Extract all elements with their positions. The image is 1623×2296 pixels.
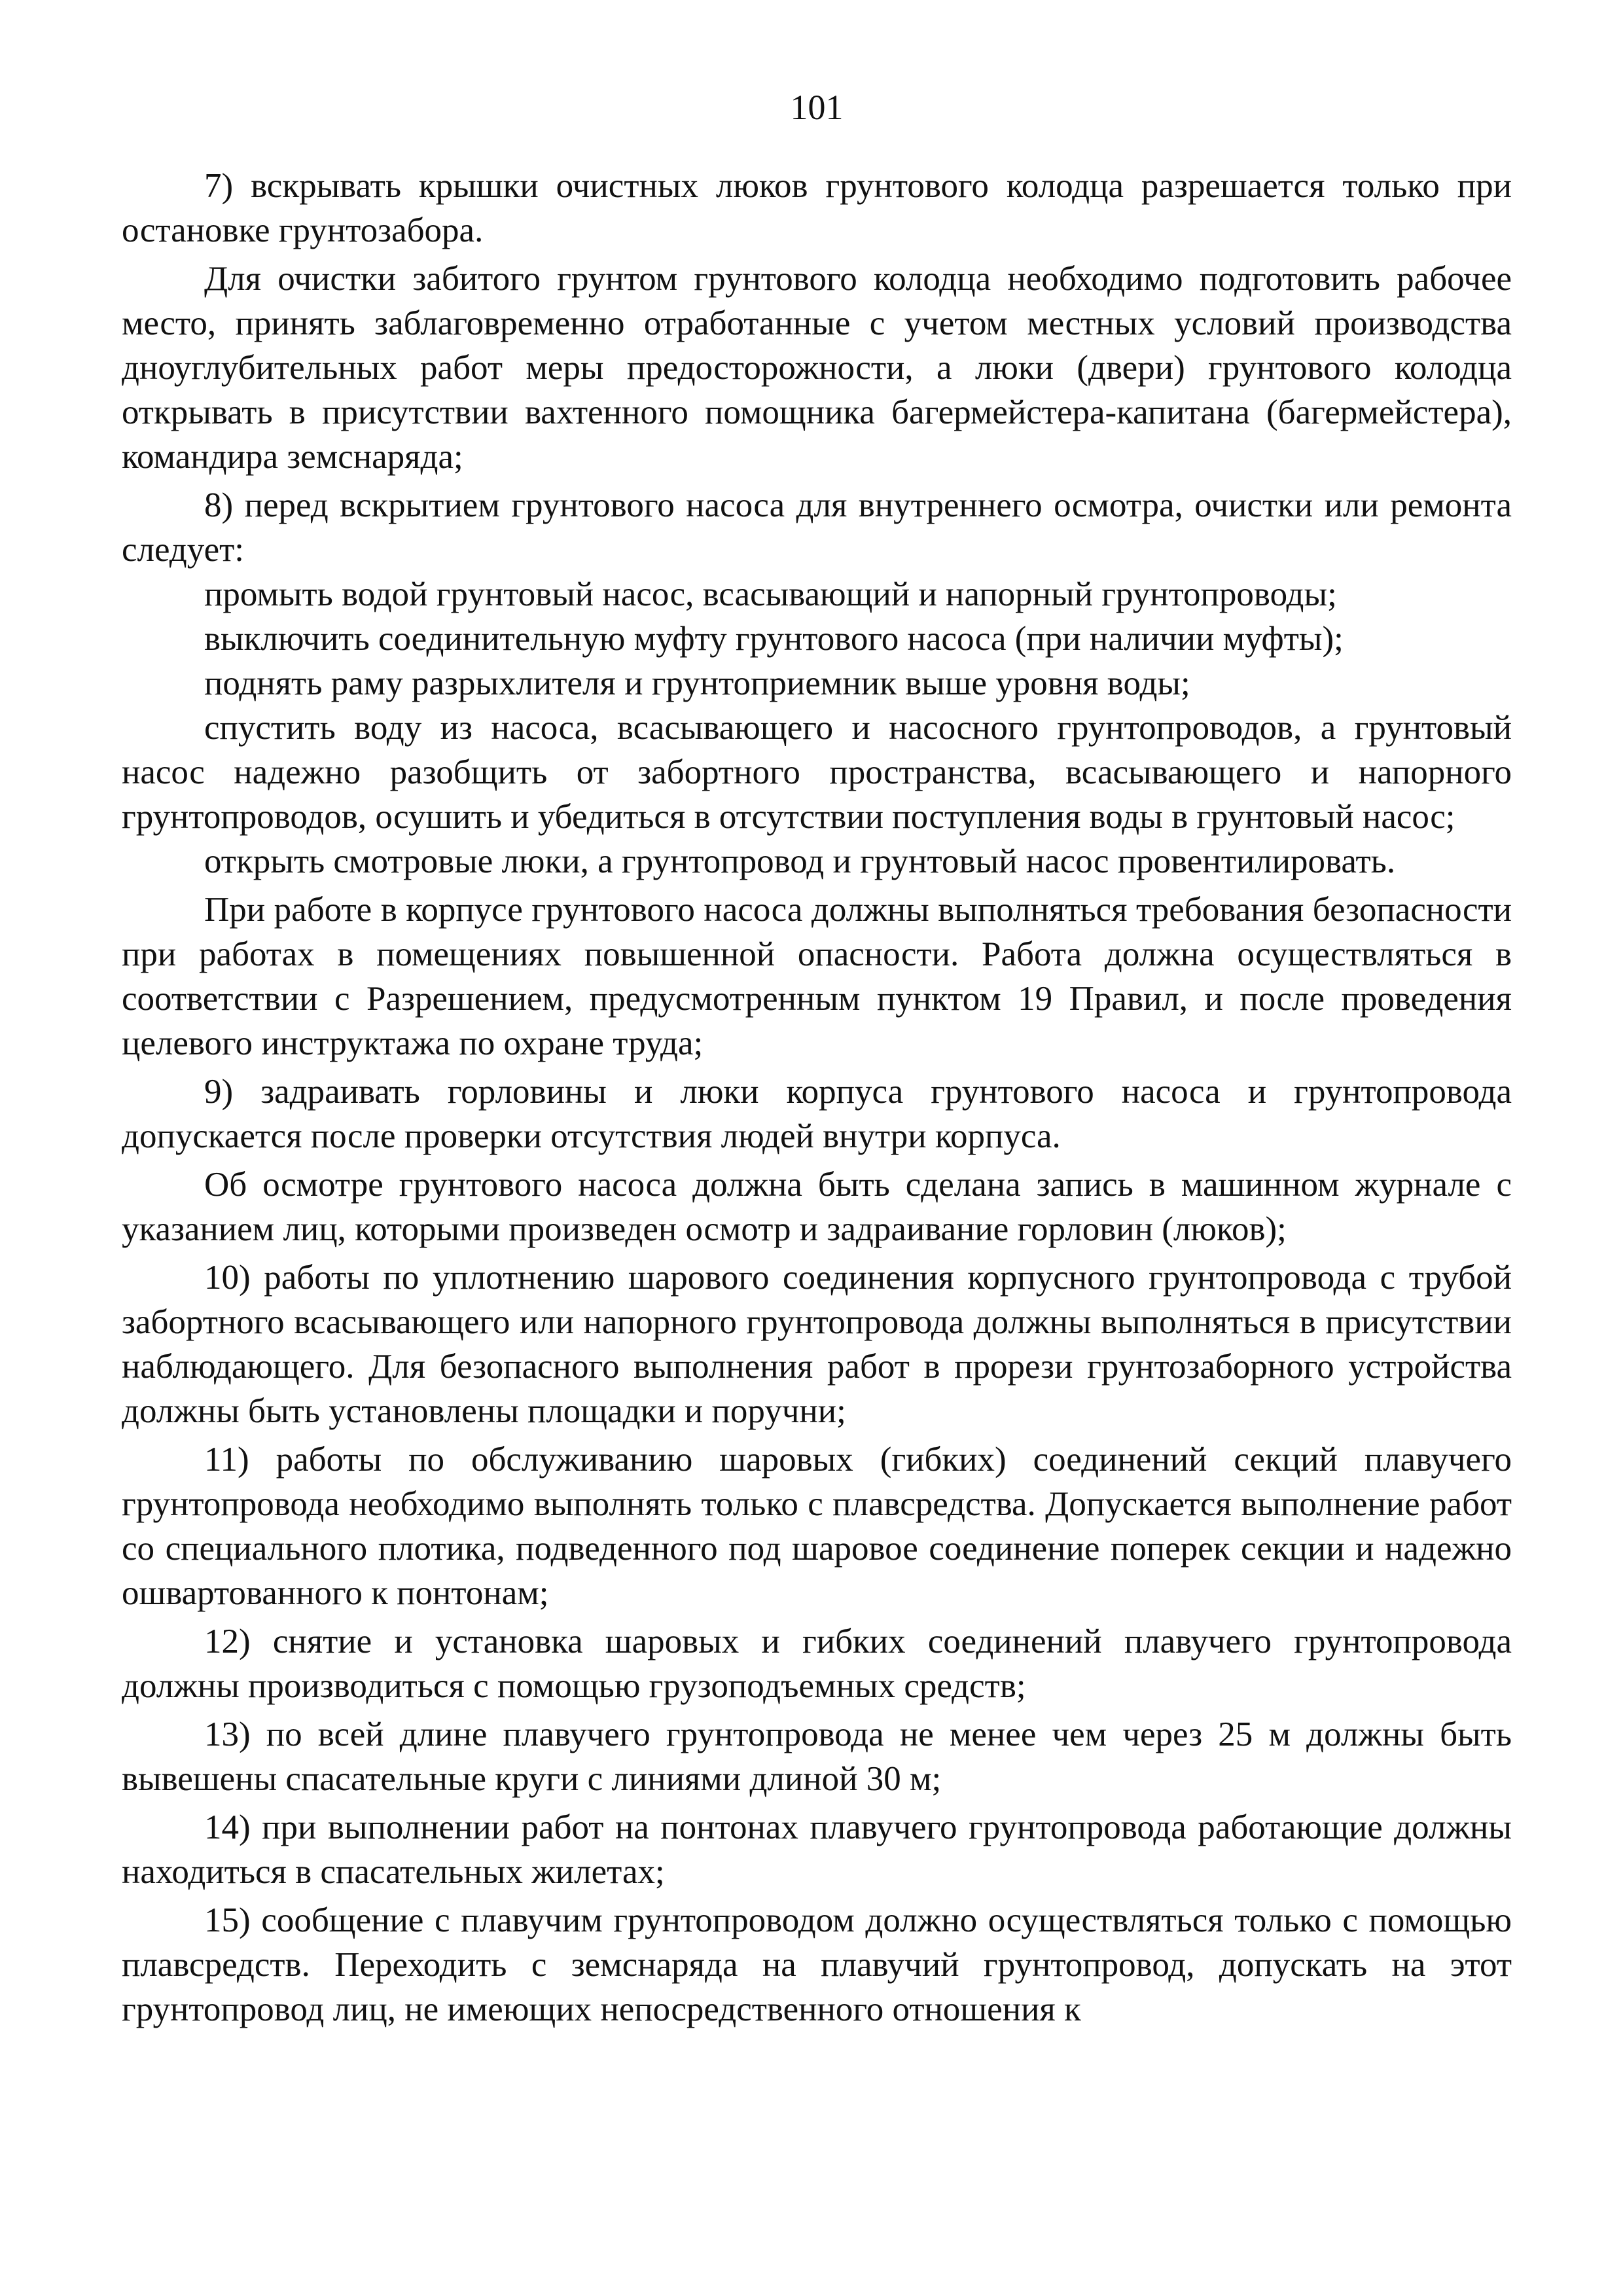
page-number: 101 <box>790 88 844 127</box>
paragraph-11: 11) работы по обслуживанию шаровых (гибких) соединений секций плавучего грунтопровода необходимо выполнять только с плавсредства. Допускается выполнение работ со специального плотика, подведенного под шаровое соединение поперек секции и надежно ошвартованного к понтонам; <box>122 1441 1512 1612</box>
paragraph-7: 7) вскрывать крышки очистных люков грунтового колодца разрешается только при остановке грунтозабора. <box>122 167 1512 249</box>
paragraph-14: 14) при выполнении работ на понтонах плавучего грунтопровода работающие должны находиться в спасательных жилетах; <box>122 1808 1512 1891</box>
paragraph-13: 13) по всей длине плавучего грунтопровода не менее чем через 25 м должны быть вывешены спасательные круги с линиями длиной 30 м; <box>122 1715 1512 1798</box>
paragraph-12: 12) снятие и установка шаровых и гибких соединений плавучего грунтопровода должны производиться с помощью грузоподъемных средств; <box>122 1623 1512 1705</box>
list-item-disconnect-coupling: выключить соединительную муфту грунтового насоса (при наличии муфты); <box>204 620 1344 658</box>
paragraph-pump-housing-safety: При работе в корпусе грунтового насоса должны выполняться требования безопасности при работах в помещениях повышенной опасности. Работа должна осуществляться в соответствии с Разрешением, предусмотренным пунктом 19 Правил, и после проведения целевого инструктажа по охране труда; <box>122 891 1512 1062</box>
paragraph-8: 8) перед вскрытием грунтового насоса для внутреннего осмотра, очистки или ремонта следует: <box>122 486 1512 569</box>
list-item-ventilate: открыть смотровые люки, а грунтопровод и грунтовый насос провентилировать. <box>204 842 1396 880</box>
paragraph-soil-well-cleaning: Для очистки забитого грунтом грунтового колодца необходимо подготовить рабочее место, принять заблаговременно отработанные с учетом местных условий производства дноуглубительных работ меры предосторожности, а люки (двери) грунтового колодца открывать в присутствии вахтенного помощника багермейстера-капитана (багермейстера), командира земснаряда; <box>122 260 1512 476</box>
paragraph-10: 10) работы по уплотнению шарового соединения корпусного грунтопровода с трубой забортного всасывающего или напорного грунтопровода должны выполняться в присутствии наблюдающего. Для безопасного выполнения работ в прорези грунтозаборного устройства должны быть установлены площадки и поручни; <box>122 1259 1512 1430</box>
paragraph-9: 9) задраивать горловины и люки корпуса грунтового насоса и грунтопровода допускается после проверки отсутствия людей внутри корпуса. <box>122 1073 1512 1155</box>
paragraph-15: 15) сообщение с плавучим грунтопроводом должно осуществляться только с помощью плавсредств. Переходить с земснаряда на плавучий грунтопровод, допускать на этот грунтопровод лиц, не имеющих непосредственного отношения к <box>122 1901 1512 2028</box>
paragraph-inspection-record: Об осмотре грунтового насоса должна быть сделана запись в машинном журнале с указанием лиц, которыми произведен осмотр и задраивание горловин (люков); <box>122 1166 1512 1248</box>
document-page <box>122 85 1512 2032</box>
list-item-drain-water: спустить воду из насоса, всасывающего и насосного грунтопроводов, а грунтовый насос надежно разобщить от забортного пространства, всасывающего и напорного грунтопроводов, осушить и убедиться в отсутствии поступления воды в грунтовый насос; <box>122 709 1512 836</box>
list-item-rinse: промыть водой грунтовый насос, всасывающий и напорный грунтопроводы; <box>204 575 1337 613</box>
list-item-raise-frame: поднять раму разрыхлителя и грунтоприемник выше уровня воды; <box>204 664 1190 702</box>
